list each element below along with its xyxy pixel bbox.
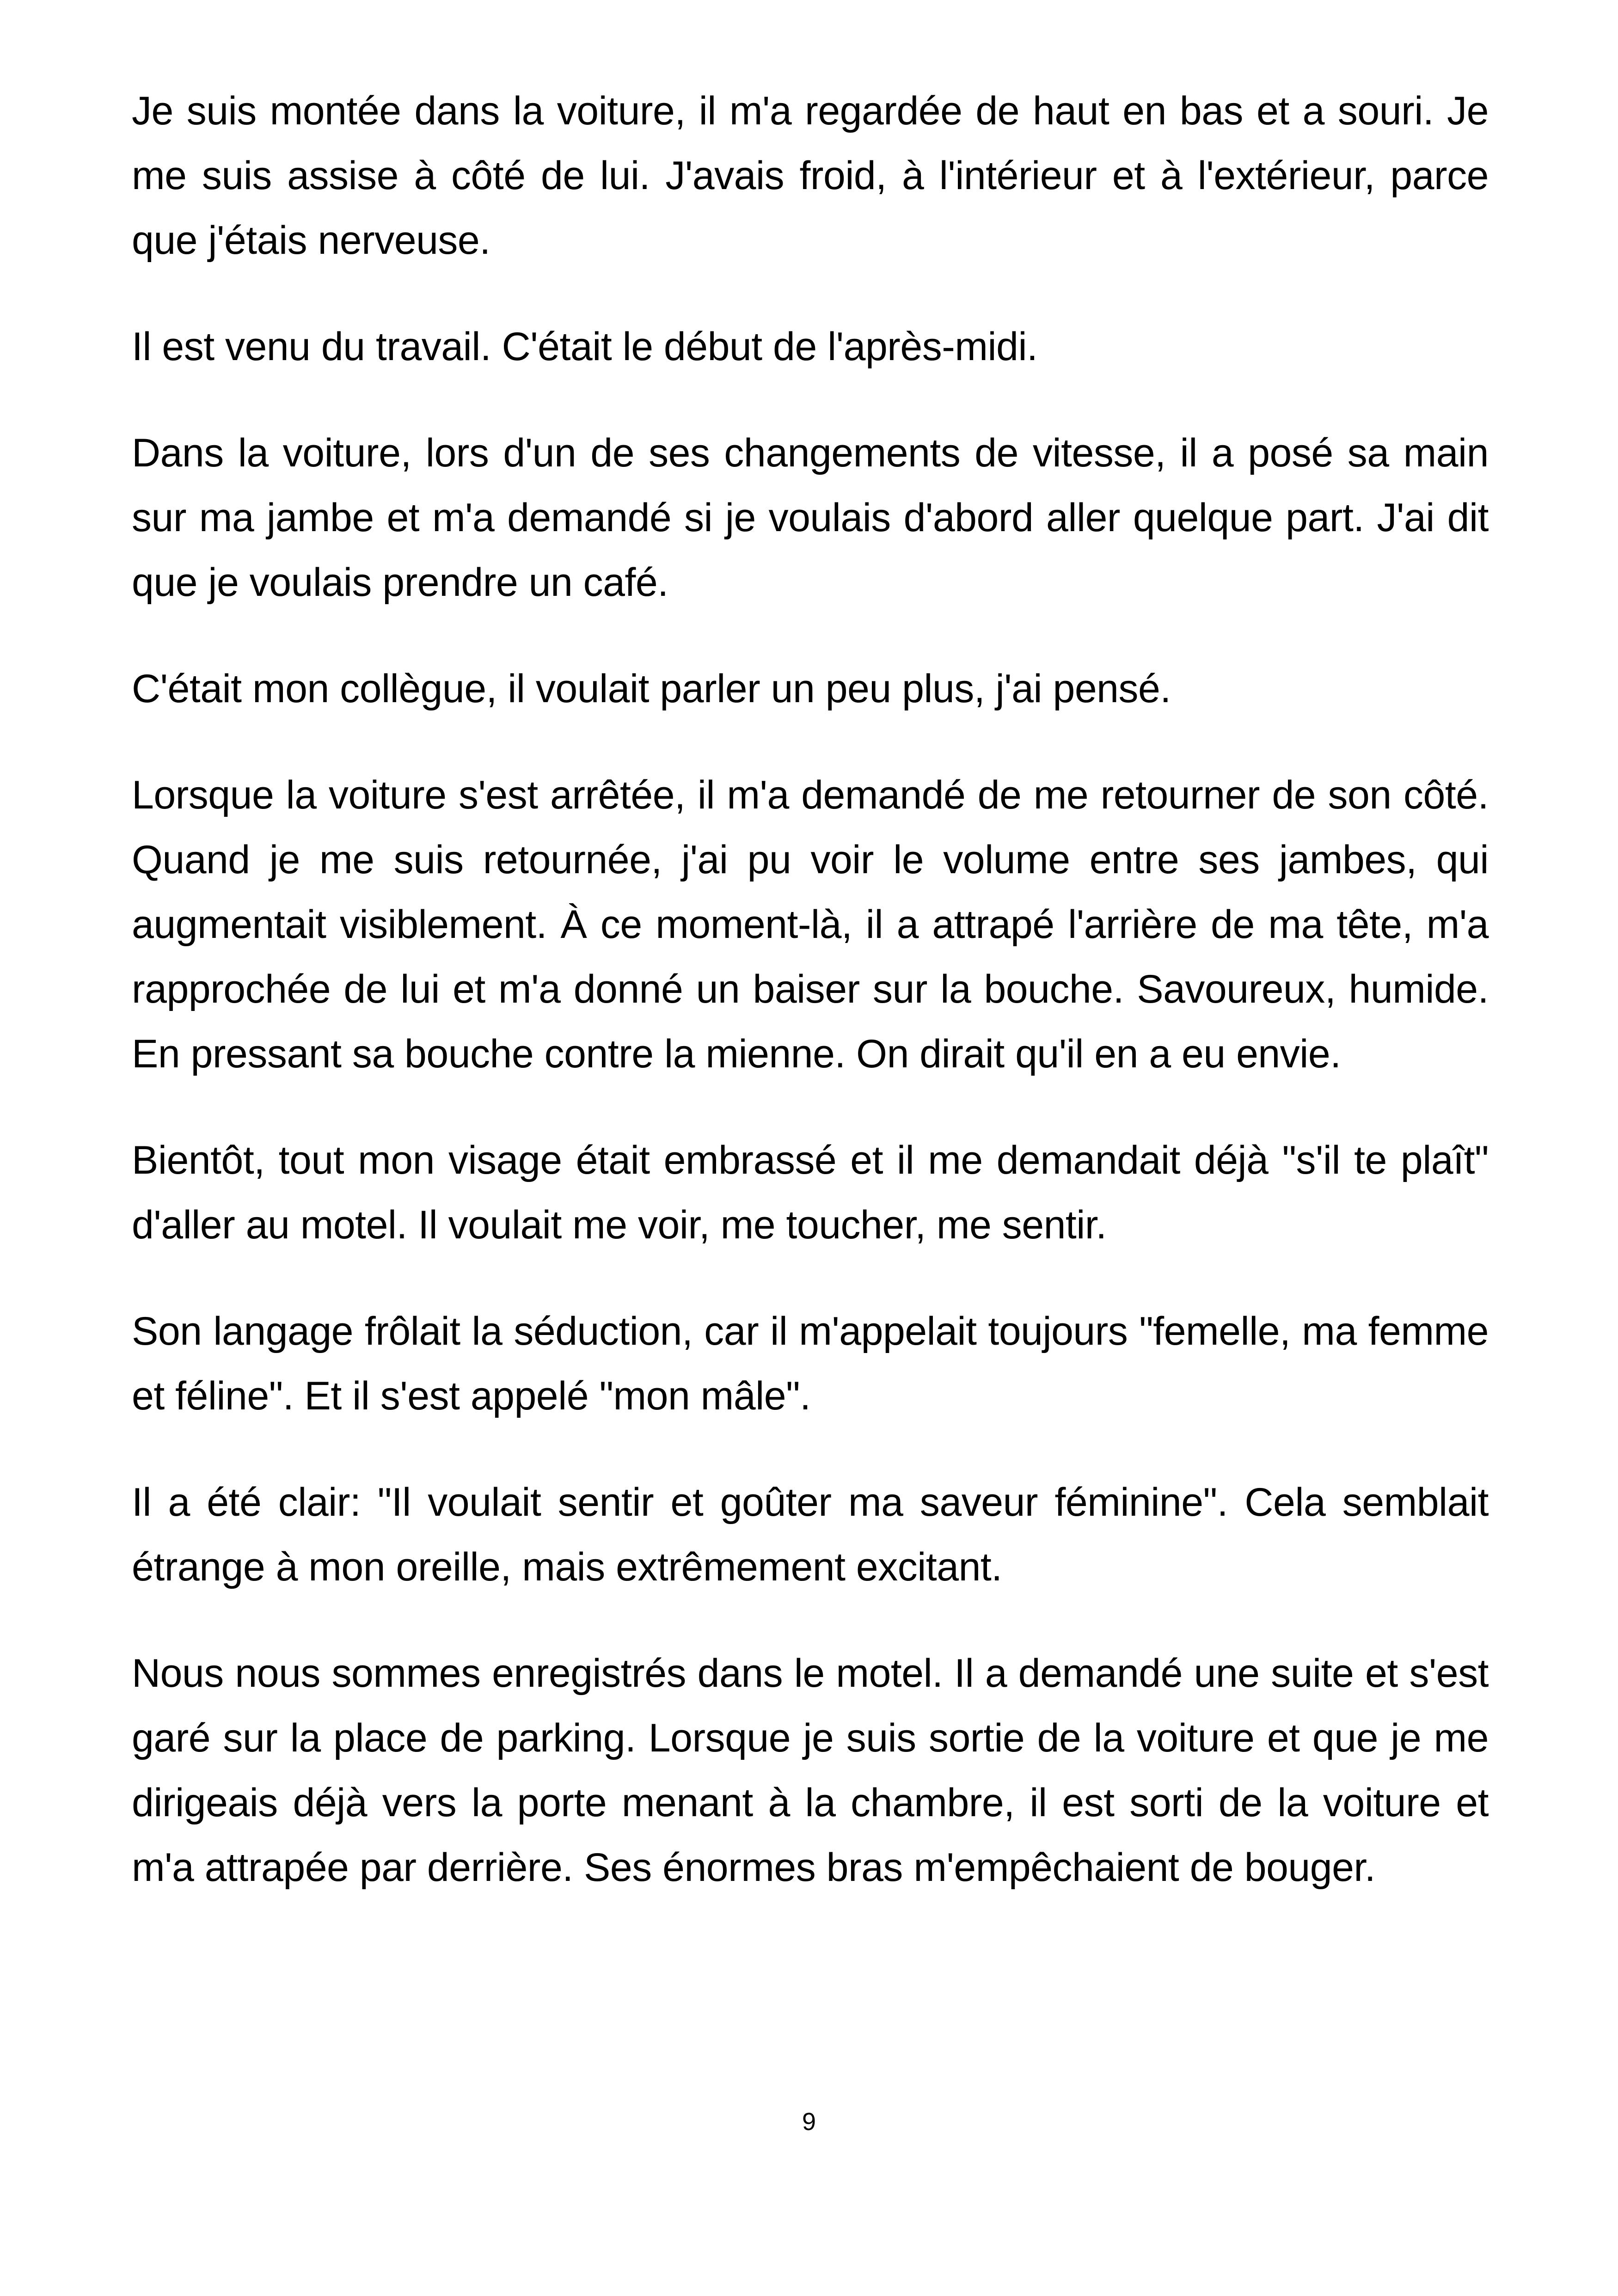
paragraph-5: Lorsque la voiture s'est arrêtée, il m'a demandé de me retourner de son côté. Quand je me suis retournée, j'ai pu voir le volume entre ses jambes, qui augmentait visiblement. À ce moment-là, il a attrapé l'arrière de ma tête, m'a rapprochée de lui et m'a donné un baiser sur la bouche. Savoureux, humide. En pressant sa bouche contre la mienne. On dirait qu'il en a eu envie. — [132, 773, 1489, 1076]
paragraph-9: Nous nous sommes enregistrés dans le motel. Il a demandé une suite et s'est garé sur la place de parking. Lorsque je suis sortie de la voiture et que je me dirigeais déjà vers la porte menant à la chambre, il est sorti de la voiture et m'a attrapée par derrière. Ses énormes bras m'empêchaient de bouger. — [132, 1651, 1489, 1890]
paragraph-7: Son langage frôlait la séduction, car il m'appelait toujours "femelle, ma femme et féline". Et il s'est appelé "mon mâle". — [132, 1309, 1489, 1418]
page-number: 9 — [802, 2108, 816, 2136]
paragraph-1: Je suis montée dans la voiture, il m'a regardée de haut en bas et a souri. Je me suis assise à côté de lui. J'avais froid, à l'intérieur et à l'extérieur, parce que j'étais nerveuse. — [132, 89, 1489, 263]
paragraph-6: Bientôt, tout mon visage était embrassé et il me demandait déjà "s'il te plaît" d'aller au motel. Il voulait me voir, me toucher, me sentir. — [132, 1138, 1489, 1247]
text-body — [132, 79, 1489, 1941]
paragraph-3: Dans la voiture, lors d'un de ses changements de vitesse, il a posé sa main sur ma jambe et m'a demandé si je voulais d'abord aller quelque part. J'ai dit que je voulais prendre un café. — [132, 431, 1489, 605]
paragraph-8: Il a été clair: "Il voulait sentir et goûter ma saveur féminine". Cela semblait étrange à mon oreille, mais extrêmement excitant. — [132, 1480, 1489, 1589]
paragraph-4: C'était mon collègue, il voulait parler un peu plus, j'ai pensé. — [132, 667, 1171, 711]
paragraph-2: Il est venu du travail. C'était le début de l'après-midi. — [132, 325, 1038, 369]
